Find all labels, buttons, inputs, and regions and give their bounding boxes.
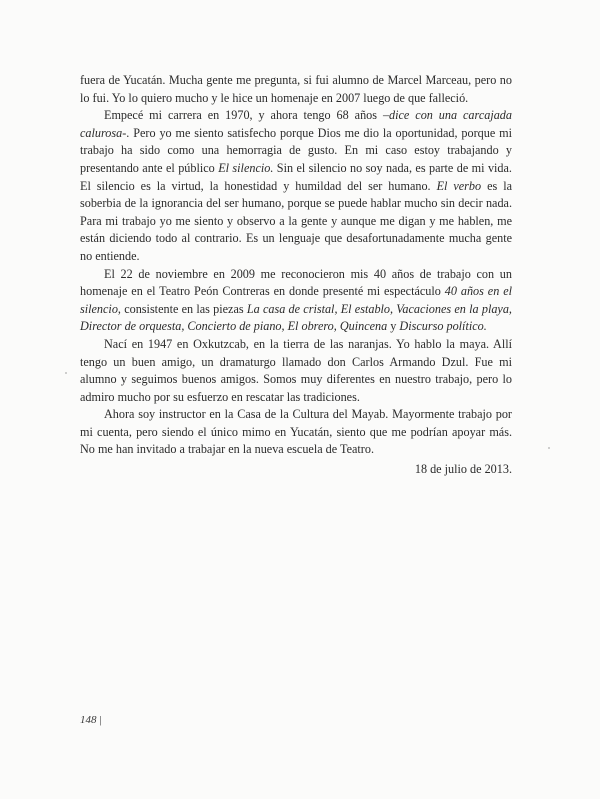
paragraph-3-italic-2: La casa de cristal, El establo, Vacaciones en la playa, Director de orquesta, Concierto de piano, El obrero, Quincena: [80, 301, 512, 334]
paragraph-3-italic-3: Discurso político.: [399, 319, 487, 334]
paragraph-4: [80, 336, 512, 406]
paragraph-1: [80, 72, 512, 107]
document-date: 18 de julio de 2013.: [414, 462, 512, 477]
paragraph-5: [80, 406, 512, 459]
paragraph-3-text-2: , consistente en las piezas: [117, 301, 247, 316]
paragraph-2-text-1: Empecé mi carrera en 1970, y ahora tengo 68 años: [104, 108, 383, 123]
page-footer: [80, 713, 102, 727]
paragraph-4-text-1: Nací en 1947 en Oxkutzcab, en la tierra de las naranjas. Yo hablo la maya. Allí tengo un buen amigo, un dramaturgo llamado don Carlos Armando Dzul. Fue mi alumno y seguimos buenos amigos. Somos muy diferentes en nuestro trabajo, pero lo admiro mucho por su esfuerzo en rescatar las tradiciones.: [80, 336, 512, 404]
scan-speck: [548, 447, 550, 449]
paragraph-2-text-4: es la soberbia de la ignorancia del ser humano, porque se puede hablar mucho sin decir nada. Para mi trabajo yo me siento y observo a la gente y aunque me digan y me hablen, me están diciendo todo al contrario. Es un lenguaje que desafortunadamente mucha gente no entiende.: [80, 178, 512, 263]
page-number: 148: [80, 714, 97, 726]
paragraph-3-text-1: El 22 de noviembre en 2009 me reconocieron mis 40 años de trabajo con un homenaje en el Teatro Peón Contreras en donde presenté mi espectáculo: [80, 266, 512, 299]
paragraph-5-text-1: Ahora soy instructor en la Casa de la Cultura del Mayab. Mayormente trabajo por mi cuenta, pero siendo el único mimo en Yucatán, siento que me podrían apoyar más. No me han invitado a trabajar en la nueva escuela de Teatro.: [80, 407, 512, 457]
paragraph-1-text-1: fuera de Yucatán. Mucha gente me pregunta, si fui alumno de Marcel Marceau, pero no lo fui. Yo lo quiero mucho y le hice un homenaje en 2007 luego de que falleció.: [80, 73, 512, 105]
scan-speck: [65, 372, 67, 374]
document-body: [80, 72, 512, 479]
paragraph-3-text-3: y: [387, 319, 400, 334]
paragraph-3: [80, 266, 512, 336]
paragraph-2-text-3: Sin el silencio no soy nada, es parte de mi vida. El silencio es la virtud, la honestidad y humildad del ser humano.: [80, 160, 512, 193]
paragraph-2-text-2: . Pero yo me siento satisfecho porque Dios me dio la oportunidad, porque mi trabajo ha sido como una hemorragia de gusto. En mi caso estoy trabajando y presentando ante el público: [80, 125, 512, 175]
paragraph-2-italic-1: –dice con una carcajada calurosa-: [80, 108, 512, 140]
page-number-separator: |: [99, 714, 102, 726]
paragraph-2: [80, 107, 512, 265]
paragraph-2-italic-2: El silencio.: [218, 160, 274, 175]
paragraph-2-italic-3: El verbo: [436, 178, 482, 193]
paragraph-3-italic-1: 40 años en el silencio: [80, 284, 513, 316]
